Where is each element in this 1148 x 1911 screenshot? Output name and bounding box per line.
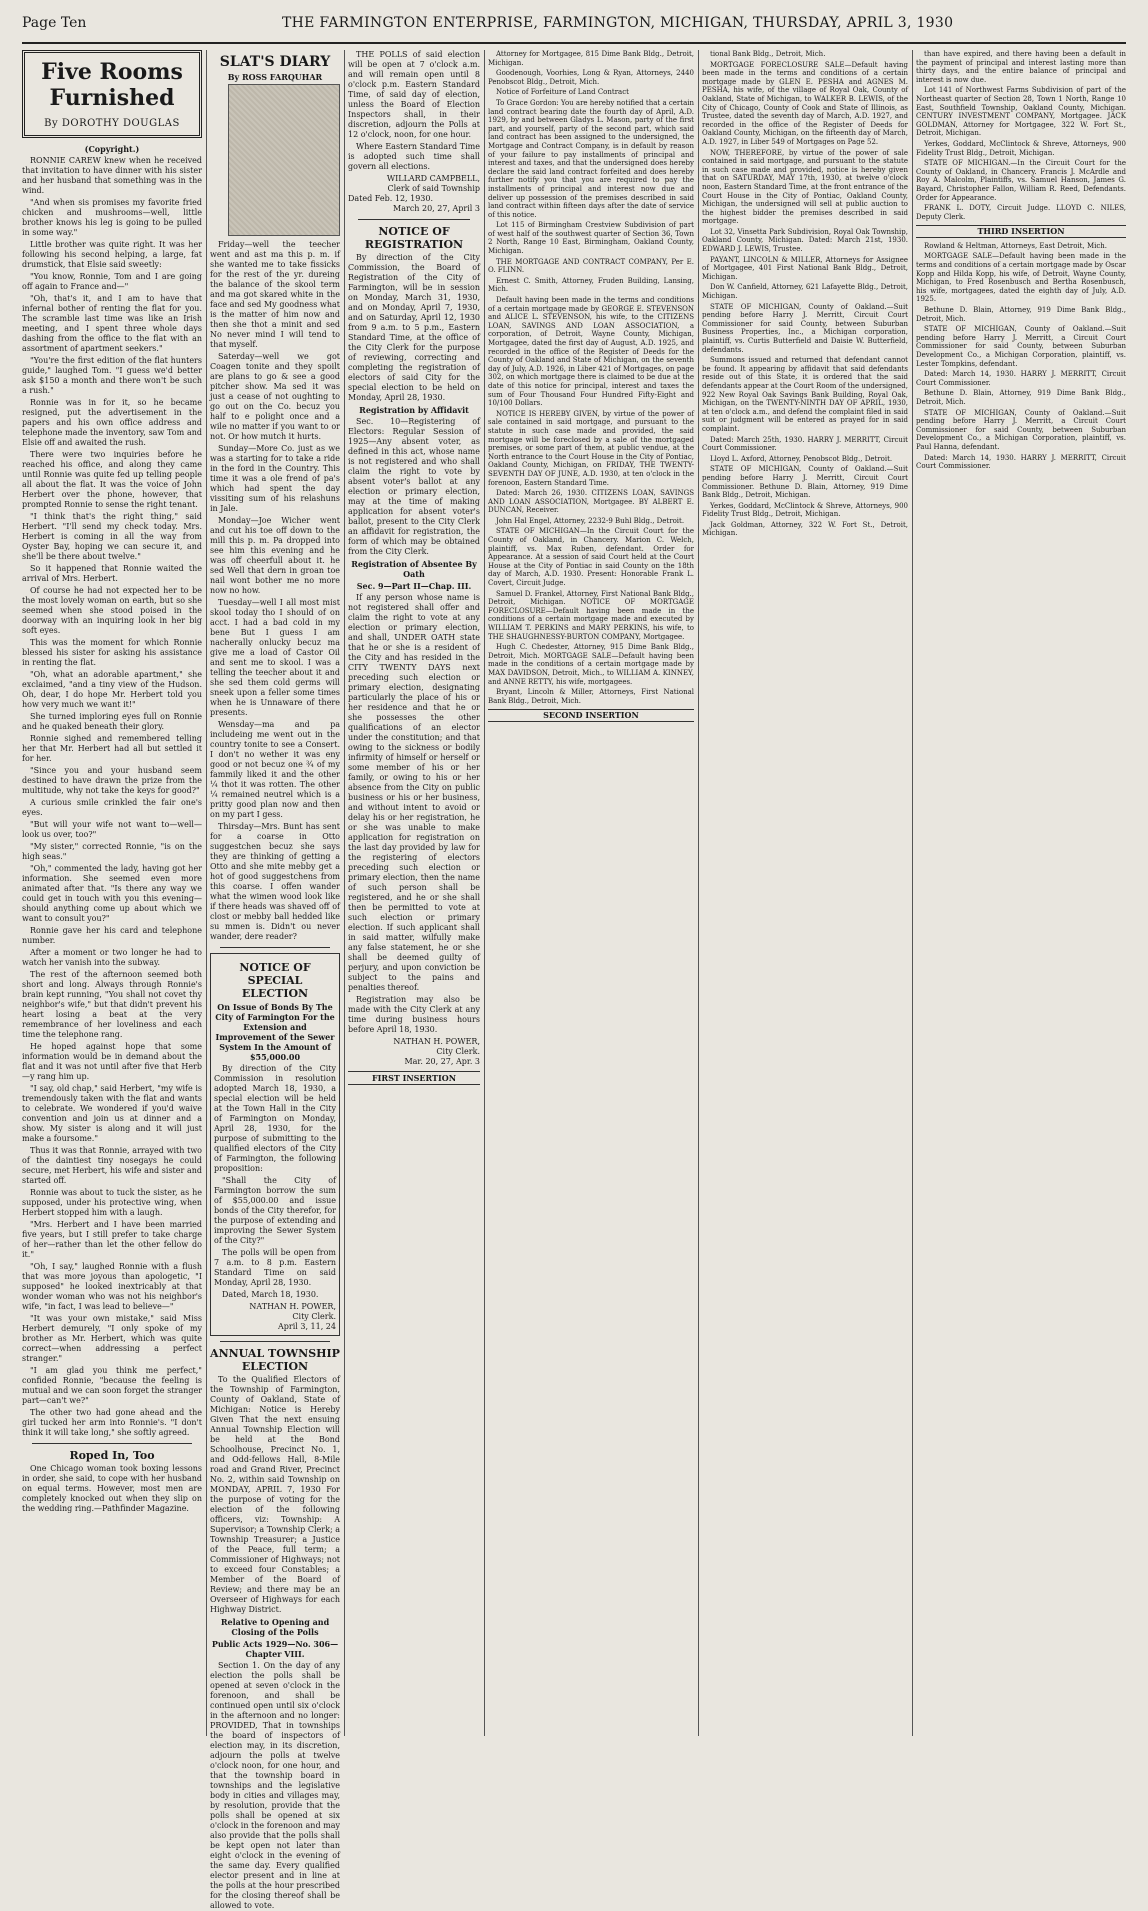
legal-notice-paragraph: Don W. Canfield, Attorney, 621 Lafayette Bldg., Detroit, Michigan. bbox=[702, 283, 908, 301]
divider bbox=[220, 947, 330, 948]
legal-notice-paragraph: Dated: March 14, 1930. HARRY J. MERRITT, Circuit Court Commissioner. bbox=[916, 453, 1126, 471]
column-rule bbox=[912, 50, 913, 1736]
legal-notice-paragraph: MORTGAGE SALE—Default having been made in the terms and conditions of a certain mortgage made by Oscar Kopp and Hilda Kopp, his wife, of Detroit, Wayne County, Michigan, to Fred Rosenbusch and Bertha Rosenbusch, his wife, mortgagees, dated the eighth day of July, A.D. 1925. bbox=[916, 252, 1126, 304]
divider bbox=[32, 1443, 192, 1444]
legal-notice-paragraph: Notice of Forfeiture of Land Contract bbox=[496, 88, 629, 97]
township-note: Where Eastern Standard Time is adopted such time shall govern all elections. bbox=[348, 142, 480, 171]
diary-entry: Tuesday—well I all most mist skool today tho I should of on acct. I had a bad cold in my bene But I guess I am nacherally onlucky becuz ma give me a load of Castor Oil and sent me to skool. I was a telling the teecher about it and she sed them cold germs will sneek upon a feller some times when he is Unnaware of there presents. bbox=[210, 598, 340, 717]
story-paragraph: "Oh, what an adorable apartment," she exclaimed, "and a tiny view of the Hudson. Oh, dear, I do hope Mr. Herbert told you how very much we want it!" bbox=[22, 670, 202, 709]
legal-notice-paragraph: Yerkes, Goddard, McClintock & Shreve, Attorneys, 900 Fidelity Trust Bldg., Detroit, Michigan. bbox=[702, 501, 908, 519]
legal-notice-paragraph: Lloyd L. Axford, Attorney, Penobscot Bldg., Detroit. bbox=[710, 454, 893, 463]
story-paragraph: "I am glad you think me perfect," confided Ronnie, "because the feeling is mutual and we can soon forget the stranger part—can't we?" bbox=[22, 1366, 202, 1405]
diary-entry: Wensday—ma and pa includeing me went out in the country tonite to see a Consert. I don't no wether it was eny good or not becuz one ¾ of my fammily liked it and the other ¼ thot it was rotten. The other ¼ remained neutrel which is a pritty good plan now and then on my part I gess. bbox=[210, 720, 340, 819]
story-paragraph: There were two inquiries before he reached his office, and along they came until Ronnie was quite fed up telling people all about the flat. It was the voice of John Herbert over the phone, however, that prompted Ronnie to sense the right tenant. bbox=[22, 450, 202, 509]
diary-entry: Monday—Joe Wicher went and cut his toe off down to the mill this p. m. Pa dropped into see him this evening and he was off cheerfull about it. he sed Well that dern in groan toe nail wont bother me no more now no how. bbox=[210, 516, 340, 595]
legal-notice-paragraph: Bethune D. Blain, Attorney, 919 Dime Bank Bldg., Detroit, Mich. bbox=[916, 306, 1126, 323]
story-paragraph: "You know, Ronnie, Tom and I are going off again to France and—" bbox=[22, 272, 202, 291]
legal-notice-paragraph: Dated: March 25th, 1930. HARRY J. MERRITT, Circuit Court Commissioner. bbox=[702, 435, 908, 453]
legal-notice-paragraph: tional Bank Bldg., Detroit, Mich. bbox=[710, 50, 826, 58]
special-election-body: By direction of the City Commission in resolution adopted March 18, 1930, a special election will be held at the Town Hall in the City of Farmington on Monday, April 28, 1930, for the purpose of submitting to the qualified electors of the City of Farmington, the following proposition: bbox=[214, 1064, 336, 1173]
story-paragraph: Little brother was quite right. It was her following his second helping, a large, fat drumstick, that Elsie said sweetly: bbox=[22, 240, 202, 269]
township-title: ANNUAL TOWNSHIP ELECTION bbox=[210, 1347, 340, 1373]
legal-notice-paragraph: To Grace Gordon: You are hereby notified that a certain land contract bearing date the fourth day of April, A.D. 1929, by and between Gladys L. Mason, party of the first part, and yourself, party of the second part, which said land contract has been assigned to the undersigned, the Mortgage and Contract Company, is in default by reason of your failure to pay installments of principal and interest and taxes, and that the undersigned does hereby declare the said land contract forfeited and does hereby further notify you that you are required to pay the installments of principal and interest now due and deliver up possession of the premises described in said land contract within fifteen days after the date of service of this notice. bbox=[488, 98, 694, 219]
legal-notice-paragraph: Goodenough, Voorhies, Long & Ryan, Attorneys, 2440 Penobscot Bldg., Detroit, Mich. bbox=[488, 69, 694, 86]
registration-body: By direction of the City Commission, the Board of Registration of the City of Farmington, will be in session on Monday, March 31, 1930, and on Monday, April 7, 1930, and on Saturday, April 12, 1930 from 9 a.m. to 5 p.m., Eastern Standard Time, at the office of the City Clerk for the purpose of reviewing, correcting and completing the registration of electors of said City for the special election to be held on Monday, April 28, 1930. bbox=[348, 253, 480, 402]
divider bbox=[358, 219, 470, 220]
column-rule bbox=[484, 50, 485, 1736]
affidavit-heading: Registration by Affidavit bbox=[359, 405, 469, 415]
oath-heading: Registration of Absentee By Oath bbox=[351, 559, 477, 579]
column-rule bbox=[206, 50, 207, 1736]
legal-notice-paragraph: Rowland & Heltman, Attorneys, East Detroit, Mich. bbox=[924, 241, 1107, 250]
diary-entry: Sunday—More Co. just as we was a starting for to take a ride in the ford in the Country. This time it was a ole frend of pa's which had spent the day vissiting sum of his relashuns in Jale. bbox=[210, 444, 340, 513]
legal-notice-paragraph: Yerkes, Goddard, McClintock & Shreve, Attorneys, 900 Fidelity Trust Bldg., Detroit, Michigan. bbox=[916, 139, 1126, 157]
story-paragraph: "Oh," commented the lady, having got her information. She seemed even more animated after that. "Is there any way we could get in touch with you this evening—should anything come up about which we want to consult you?" bbox=[22, 864, 202, 923]
story-paragraph: "Oh, that's it, and I am to have that infernal bother of renting the flat for you. The scramble last time was like an Irish meeting, and I spent three whole days dashing from the office to the flat with an assortment of apartment seekers." bbox=[22, 294, 202, 353]
special-election-notice bbox=[210, 953, 340, 1336]
legal-notice-paragraph: John Hal Engel, Attorney, 2232-9 Buhl Bldg., Detroit. bbox=[496, 516, 685, 525]
divider bbox=[220, 1341, 330, 1342]
special-election-dated: Dated, March 18, 1930. bbox=[222, 1290, 319, 1299]
township-section: Section 1. On the day of any election the polls shall be opened at seven o'clock in the forenoon, and shall be continued open until six o'clock in the afternoon and no longer: PROVIDED, That in townships the board of inspectors of election may, in its discretion, adjourn the polls at twelve o'clock noon, for one hour, and that the township board in townships and the legislative body in cities and villages may, by resolution, provide that the polls shall be opened at six o'clock in the forenoon and may also provide that the polls shall be kept open not later than eight o'clock in the evening of the same day. Every qualified elector present and in line at the polls at the hour prescribed for the closing thereof shall be allowed to vote. bbox=[210, 1661, 340, 1910]
story-body bbox=[22, 156, 202, 1438]
township-dated: Dated Feb. 12, 1930. bbox=[348, 194, 434, 203]
registration-column bbox=[348, 50, 480, 1736]
legal-notice-paragraph: Dated: March 14, 1930. HARRY J. MERRITT, Circuit Court Commissioner. bbox=[916, 370, 1126, 387]
legal-column-1 bbox=[488, 50, 694, 1736]
story-paragraph: This was the moment for which Ronnie blessed his sister for asking his assistance in renting the flat. bbox=[22, 638, 202, 667]
story-title-line2: Furnished bbox=[49, 85, 175, 111]
legal-notice-paragraph: STATE OF MICHIGAN.—In the Circuit Court for the County of Oakland, in Chancery. Francis J. McArdle and Roy A. Malcolm, Plaintiffs, vs. Samuel Hanson, James G. Bayard, Christopher Fallon, William R. Reed, Defendants. Order for Appearance. bbox=[916, 159, 1126, 202]
legal-notice-paragraph: STATE OF MICHIGAN, County of Oakland.—Suit pending before Harry J. Merritt, Circuit Court Commissioner for said County, between Suburban Business Properties, Inc., a Michigan corporation, plaintiff, vs. Curtis Butterfield and Daisie W. Butterfield, defendants. bbox=[702, 302, 908, 354]
township-sub: Relative to Opening and Closing of the Polls bbox=[220, 1617, 330, 1637]
story-paragraph: Ronnie gave her his card and telephone number. bbox=[22, 926, 202, 945]
legal-notice-paragraph: Attorney for Mortgagee, 815 Dime Bank Bldg., Detroit, Michigan. bbox=[488, 50, 694, 67]
story-paragraph: The rest of the afternoon seemed both short and long. Always through Ronnie's brain kept running, "You shall not covet thy neighbor's wife," but that didn't prevent his heart losing a beat at the very remembrance of her loveliness and each time the telephone rang. bbox=[22, 970, 202, 1039]
special-election-dates: April 3, 11, 24 bbox=[277, 1322, 336, 1331]
slat-illustration bbox=[228, 84, 340, 236]
story-byline: By DOROTHY DOUGLAS bbox=[44, 118, 180, 129]
township-body: To the Qualified Electors of the Township of Farmington, County of Oakland, State of Michigan: Notice is Hereby Given That the next ensuing Annual Township Election will be held at the Bond Schoolhouse, Precinct No. 1, and Odd-fellows Hall, 8-Mile road and Grand River, Precinct No. 2, within said Township on MONDAY, APRIL 7, 1930 For the purpose of voting for the election of the following officers, viz: Township: A Supervisor; a Township Clerk; a Township Treasurer; a Justice of the Peace, full term; a Commissioner of Highways; not to exceed four Constables; a Member of the Board of Review; and there may be an Overseer of Highways for each Highway District. bbox=[210, 1375, 340, 1614]
legal-notice-paragraph: Lot 32, Vinsetta Park Subdivision, Royal Oak Township, Oakland County, Michigan. Dated: March 21st, 1930. EDWARD J. LEWIS, Trustee. bbox=[702, 227, 908, 254]
diary-title: SLAT'S DIARY bbox=[219, 54, 331, 70]
special-election-subtitle: On Issue of Bonds By The City of Farmington For the Extension and Improvement of the Sewer System In the Amount of $55,000.00 bbox=[215, 1002, 335, 1062]
oath-body: If any person whose name is not registered shall offer and claim the right to vote at any election or primary election, and shall, UNDER OATH state that he or she is a resident of the City and has resided in the CITY TWENTY DAYS next preceding such election or primary election, designating particularly the place of his or her residence and that he or she possesses the other qualifications of an elector under the constitution; and that owing to the sickness or bodily infirmity of himself or herself or some member of his or her family, or owing to his or her absence from the City on public business or his or her business, and without intent to avoid or delay his or her registration, he or she was unable to make application for registration on the last day provided by law for the registering of electors preceding such election or primary election, then the name of such person shall be registered, and he or she shall then be permitted to vote at such election or primary election. If such applicant shall in said matter, wilfully make any false statement, he or she shall be deemed guilty of perjury, and upon conviction be subject to the pains and penalties thereof. bbox=[348, 593, 480, 992]
legal-notice-paragraph: THE MORTGAGE AND CONTRACT COMPANY, Per E. O. FLINN. bbox=[488, 257, 694, 275]
legal-notice-paragraph: Lot 115 of Birmingham Crestview Subdivision of part of west half of the southwest quarter of Section 36, Town 2 North, Range 10 East, Birmingham, Oakland County, Michigan. bbox=[488, 221, 694, 256]
legal-notice-paragraph: STATE OF MICHIGAN, County of Oakland.—Suit pending before Harry J. Merritt, a Circuit Court Commissioner for said County, between Suburban Development Co., a Michigan Corporation, plaintiff, vs. Lester Tompkins, defendant. bbox=[916, 325, 1126, 368]
diary-entry: Thirsday—Mrs. Bunt has sent for a coarse in Otto suggestchen becuz she says they are thinking of getting a Otto and she mite mebby get a hot of good suggestchens from this coarse. I offen wander what the wimen wood look like if there heads was shaved off of clost or mebby ball hedded like su mmen is. Didn't ou never wander, dere reader? bbox=[210, 822, 340, 941]
legal-notice-paragraph: Jack Goldman, Attorney, 322 W. Fort St., Detroit, Michigan. bbox=[702, 520, 908, 538]
story-paragraph: "I say, old chap," said Herbert, "my wife is tremendously taken with the flat and wants to celebrate. We wondered if you'd waive convention and join us at dinner and a show. My sister is along and it will just make a foursome." bbox=[22, 1084, 202, 1143]
legal-notice-paragraph: Bryant, Lincoln & Miller, Attorneys, First National Bank Bldg., Detroit, Mich. bbox=[488, 688, 694, 705]
township-act: Public Acts 1929—No. 306—Chapter VIII. bbox=[211, 1639, 339, 1659]
filler-text: One Chicago woman took boxing lessons in order, she said, to cope with her husband on equal terms. However, most men are completely knocked out when they slip on the wedding ring.—Pathfinder Magazine. bbox=[22, 1464, 202, 1513]
second-insertion-label: SECOND INSERTION bbox=[488, 709, 694, 722]
legal-notice-paragraph: Samuel D. Frankel, Attorney, First National Bank Bldg., Detroit, Michigan. NOTICE OF MORTGAGE FORECLOSURE—Default having been made in the conditions of a certain mortgage made and executed by WILLIAM T. PERKINS and MARY PERKINS, his wife, to THE SHAUGHNESSY-BURTON COMPANY, Mortgagee. bbox=[488, 589, 694, 641]
legal-notice-paragraph: Summons issued and returned that defendant cannot be found. It appearing by affidavit that said defendants reside out of this State, it is ordered that the said defendants appear at the Court Room of the undersigned, 922 New Royal Oak Savings Bank Building, Royal Oak, Michigan, on the TWENTY-NINTH DAY OF APRIL, 1930, at ten o'clock a.m., and defend the complaint filed in said suit or judgment will be entered as prayed for in said complaint. bbox=[702, 356, 908, 433]
story-paragraph: A curious smile crinkled the fair one's eyes. bbox=[22, 798, 202, 817]
registration-title: NOTICE OF REGISTRATION bbox=[364, 225, 464, 251]
story-paragraph: "Oh, I say," laughed Ronnie with a flush that was more joyous than apologetic, "I supposed" he looked inextricably at that wonder woman who was not his neighbor's wife, "in fact, I was lead to believe—" bbox=[22, 1262, 202, 1311]
diary-column bbox=[210, 50, 340, 1910]
story-paragraph: Ronnie was in for it, so he became resigned, put the advertisement in the papers and his own office address and telephone made the inventory, saw Tom and Elsie off and awaited the rush. bbox=[22, 398, 202, 447]
story-copyright: (Copyright.) bbox=[84, 144, 140, 154]
special-election-role: City Clerk. bbox=[292, 1312, 336, 1321]
page-number: Page Ten bbox=[22, 15, 87, 31]
affidavit-body: Sec. 10—Registering of Electors: Regular Session of 1925—Any absent voter, as defined in this act, whose name is not registered and who shall claim the right to vote by absent voter's ballot at any election or primary election, may at the time of making application for absent voter's ballot, present to the City Clerk an affidavit for registration, the form of which may be obtained from the City Clerk. bbox=[348, 417, 480, 556]
story-title-box bbox=[22, 50, 202, 138]
township-polls: THE POLLS of said election will be open at 7 o'clock a.m. and will remain open until 8 o'clock p.m. Eastern Standard Time, of said day of election, unless the Board of Election Inspectors shall, in their discretion, adjourn the Polls at 12 o'clock, noon, for one hour. bbox=[348, 50, 480, 139]
township-dates: March 20, 27, April 3 bbox=[393, 204, 480, 213]
special-election-polls: The polls will be open from 7 a.m. to 8 p.m. Eastern Standard Time on said Monday, April 28, 1930. bbox=[214, 1248, 336, 1287]
story-paragraph: "I think that's the right thing," said Herbert. "I'll send my check today. Mrs. Herbert is coming in all the way from Oyster Bay, hoping we can secure it, and she'll be there about twelve." bbox=[22, 512, 202, 561]
masthead: THE FARMINGTON ENTERPRISE, FARMINGTON, MICHIGAN, THURSDAY, APRIL 3, 1930 bbox=[282, 15, 954, 31]
legal-notice-paragraph: STATE OF MICHIGAN—In the Circuit Court for the County of Oakland, in Chancery. Marion C. Welch, plaintiff, vs. Max Ruben, defendant. Order for Appearance. At a session of said Court held at the Court House at the City of Pontiac in said County on the 18th day of March, A.D. 1930. Present: Honorable Frank L. Covert, Circuit Judge. bbox=[488, 527, 694, 588]
story-paragraph: RONNIE CAREW knew when he received that invitation to have dinner with his sister and her husband that something was in the wind. bbox=[22, 156, 202, 195]
legal-column-3 bbox=[916, 50, 1126, 1736]
column-rule bbox=[698, 50, 699, 1736]
legal-notice-paragraph: NOW, THEREFORE, by virtue of the power of sale contained in said mortgage, and pursuant to the statute in such case made and provided, notice is hereby given that on SATURDAY, MAY 17th, 1930, at twelve o'clock noon, Eastern Standard Time, at the front entrance of the Court House in the City of Pontiac, Oakland County, Michigan, the undersigned will sell at public auction to the highest bidder the premises described in said mortgage. bbox=[702, 148, 908, 226]
legal-notice-paragraph: PAYANT, LINCOLN & MILLER, Attorneys for Assignee of Mortgagee, 401 First National Bank Bldg., Detroit, Michigan. bbox=[702, 255, 908, 281]
registration-dates: Mar. 20, 27, Apr. 3 bbox=[404, 1057, 480, 1066]
story-paragraph: "My sister," corrected Ronnie, "is on the high seas." bbox=[22, 842, 202, 861]
story-paragraph: "Since you and your husband seem destined to have drawn the prize from the multitude, why not take the keys for good?" bbox=[22, 766, 202, 795]
legal-notice-paragraph: Bethune D. Blain, Attorney, 919 Dime Bank Bldg., Detroit, Mich. bbox=[916, 389, 1126, 406]
legal-notice-paragraph: FRANK L. DOTY, Circuit Judge. LLOYD C. NILES, Deputy Clerk. bbox=[916, 204, 1126, 221]
column-rule bbox=[344, 50, 345, 1736]
special-election-proposition: "Shall the City of Farmington borrow the sum of $55,000.00 and issue bonds of the City therefor, for the purpose of extending and improving the Sewer System of the City?" bbox=[214, 1176, 336, 1245]
story-paragraph: Ronnie sighed and remembered telling her that Mr. Herbert had all but settled it for her. bbox=[22, 734, 202, 763]
story-column bbox=[22, 50, 202, 1736]
legal-notice-paragraph: Lot 141 of Northwest Farms Subdivision of part of the Northeast quarter of Section 28, Town 1 North, Range 10 East, Southfield Township, Oakland County, Michigan. CENTURY INVESTMENT COMPANY, Mortgagee. JACK GOLDMAN, Attorney for Mortgagee, 322 W. Fort St., Detroit, Michigan. bbox=[916, 86, 1126, 138]
legal-notice-paragraph: Dated: March 26, 1930. CITIZENS LOAN, SAVINGS AND LOAN ASSOCIATION, Mortgagee. BY ALBERT E. DUNCAN, Receiver. bbox=[488, 489, 694, 515]
header-rule bbox=[22, 42, 1126, 44]
registration-note: Registration may also be made with the City Clerk at any time during business hours before April 18, 1930. bbox=[348, 995, 480, 1034]
legal-notice-paragraph: Default having been made in the terms and conditions of a certain mortgage made by GEORGE E. STEVENSON and ALICE L. STEVENSON, his wife, to the CITIZENS LOAN, SAVINGS AND LOAN ASSOCIATION, a corporation, of Detroit, Wayne County, Michigan, Mortgagee, dated the first day of August, A.D. 1925, and recorded in the office of the Register of Deeds for the County of Oakland and State of Michigan, on the seventh day of July, A.D. 1926, in Liber 421 of Mortgages, on page 302, on which mortgage there is claimed to be due at the date of this notice for principal, interest and taxes the sum of Four Thousand Four Hundred Fifty-Eight and 10/100 Dollars. bbox=[488, 296, 695, 408]
story-paragraph: "And when sis promises my favorite fried chicken and mushrooms—well, little brother knows his leg is going to be pulled in some way." bbox=[22, 198, 202, 237]
registration-signer: NATHAN H. POWER, bbox=[393, 1037, 480, 1046]
oath-section: Sec. 9—Part II—Chap. III. bbox=[356, 581, 472, 591]
first-insertion-label: FIRST INSERTION bbox=[348, 1071, 480, 1085]
story-paragraph: "It was your own mistake," said Miss Herbert demurely, "I only spoke of my brother as Mr. Herbert, which was quite correct—when addressing a perfect stranger." bbox=[22, 1314, 202, 1363]
story-title-line1: Five Rooms bbox=[41, 59, 183, 85]
special-election-signer: NATHAN H. POWER, bbox=[249, 1302, 336, 1311]
third-insertion-label: THIRD INSERTION bbox=[916, 225, 1126, 238]
story-paragraph: "Mrs. Herbert and I have been married five years, but I still prefer to take charge of her—rather than let the other fellow do it." bbox=[22, 1220, 202, 1259]
legal-notice-paragraph: STATE OF MICHIGAN, County of Oakland.—Suit pending before Harry J. Merritt, a Circuit Court Commissioner for said County, between Suburban Development Co., a Michigan Corporation, plaintiff, vs. Paul Hanna, defendant. bbox=[916, 408, 1126, 451]
legal-column-2 bbox=[702, 50, 908, 1736]
story-paragraph: He hoped against hope that some information would be in demand about the flat and it was not until after five that Herb—y rang him up. bbox=[22, 1042, 202, 1081]
story-paragraph: So it happened that Ronnie waited the arrival of Mrs. Herbert. bbox=[22, 564, 202, 583]
registration-role: City Clerk. bbox=[436, 1047, 480, 1056]
diary-entry: Friday—well the teecher went and ast ma this p. m. if she wanted me to take fissicks for the rest of the yr. dureing the balance of the skool term and ma got skared white in the face and sed My goodness what is the matter of him now and then she thot a minit and sed No never mind I will tend to that myself. bbox=[210, 240, 340, 349]
page-header bbox=[22, 6, 1126, 36]
story-paragraph: Ronnie was about to tuck the sister, as he supposed, under his protective wing, when Herbert stopped him with a laugh. bbox=[22, 1188, 202, 1217]
filler-title: Roped In, Too bbox=[69, 1449, 155, 1462]
special-election-title: NOTICE OF SPECIAL ELECTION bbox=[239, 961, 311, 1000]
story-paragraph: She turned imploring eyes full on Ronnie and he quaked beneath their glory. bbox=[22, 712, 202, 731]
township-role: Clerk of said Township bbox=[387, 184, 480, 193]
story-paragraph: The other two had gone ahead and the girl tucked her arm into Ronnie's. "I don't think it will take long," she softly agreed. bbox=[22, 1408, 202, 1437]
legal-notice-paragraph: NOTICE IS HEREBY GIVEN, by virtue of the power of sale contained in said mortgage, and pursuant to the statute in such case made and provided, the said mortgage will be foreclosed by a sale of the mortgaged premises, or some part of them, at public vendue, at the North entrance to the Court House in the City of Pontiac, Oakland County, Michigan, on FRIDAY, THE TWENTY-SEVENTH DAY OF JUNE, A.D. 1930, at ten o'clock in the forenoon, Eastern Standard Time. bbox=[488, 409, 694, 487]
township-signer: WILLARD CAMPBELL, bbox=[386, 174, 480, 183]
story-paragraph: Of course he had not expected her to be the most lovely woman on earth, but so she seemed when she stood poised in the doorway with an inquiring look in her big soft eyes. bbox=[22, 586, 202, 635]
story-paragraph: "But will your wife not want to—well—look us over, too?" bbox=[22, 820, 202, 839]
legal-notice-paragraph: Hugh C. Chedester, Attorney, 915 Dime Bank Bldg., Detroit, Mich. MORTGAGE SALE—Default having been made in the conditions of a certain mortgage made by MAX DAVIDSON, Detroit, Mich., to WILLIAM A. KINNEY, and ANNE RETTY, his wife, mortgagees. bbox=[488, 643, 694, 686]
legal-notice-paragraph: than have expired, and there having been a default in the payment of principal and interest lasting more than thirty days, and the entire balance of principal and interest is now due. bbox=[916, 50, 1126, 84]
story-paragraph: Thus it was that Ronnie, arrayed with two of the daintiest tiny nosegays he could secure, met Herbert, his wife and sister and started off. bbox=[22, 1146, 202, 1185]
story-paragraph: After a moment or two longer he had to watch her vanish into the subway. bbox=[22, 948, 202, 967]
legal-notice-paragraph: MORTGAGE FORECLOSURE SALE—Default having been made in the terms and conditions of a certain mortgage made by GLEN E. PESHA and AGNES M. PESHA, his wife, of the village of Royal Oak, County of Oakland, State of Michigan, to WALKER B. LEWIS, of the City of Chicago, County of Cook and State of Illinois, as Trustee, dated the seventh day of March, A.D. 1927, and recorded in the office of the Register of Deeds for Oakland County, Michigan, on the fifteenth day of March, A.D. 1927, in Liber 549 of Mortgages on Page 52. bbox=[702, 60, 908, 146]
diary-byline: By ROSS FARQUHAR bbox=[227, 72, 323, 82]
legal-notice-paragraph: Ernest C. Smith, Attorney, Fruden Building, Lansing, Mich. bbox=[488, 276, 694, 294]
legal-notice-paragraph: STATE OF MICHIGAN, County of Oakland.—Suit pending before Harry J. Merritt, Circuit Court Commissioner. Bethune D. Blain, Attorney, 919 Dime Bank Bldg., Detroit, Michigan. bbox=[702, 465, 908, 500]
story-paragraph: "You're the first edition of the flat hunters guide," laughed Tom. "I guess we'd better ask $150 a month and there won't be such a rush." bbox=[22, 356, 202, 395]
diary-entry: Saterday—well we got Coagen tonite and they spoilt are plans to go & see a good pitcher show. Ma sed it was just a cease of not oughting to go out on the Co. becuz you half to e polight once and a wile no matter if you want to or not. Or how mutch it hurts. bbox=[210, 352, 340, 441]
